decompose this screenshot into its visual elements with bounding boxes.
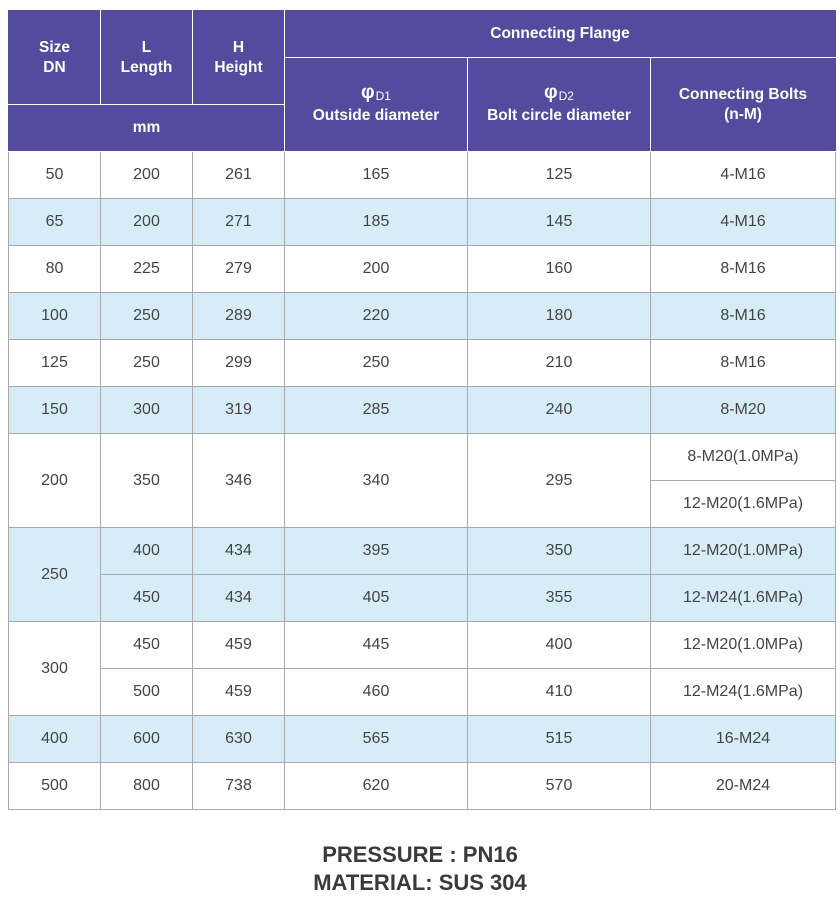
cell-d2: 125 (468, 152, 651, 199)
cell-d1: 340 (285, 434, 468, 528)
cell-height: 261 (193, 152, 285, 199)
cell-d2: 410 (468, 669, 651, 716)
cell-dn: 300 (9, 622, 101, 716)
cell-height: 738 (193, 763, 285, 810)
cell-length: 225 (101, 246, 193, 293)
cell-dn: 200 (9, 434, 101, 528)
cell-d1: 395 (285, 528, 468, 575)
cell-bolts: 8-M20(1.0MPa) (651, 434, 836, 481)
cell-height: 319 (193, 387, 285, 434)
header-height-letter: H (232, 38, 245, 56)
cell-dn: 400 (9, 716, 101, 763)
cell-dn: 250 (9, 528, 101, 622)
cell-bolts: 12-M20(1.6MPa) (651, 481, 836, 528)
table-row (9, 434, 836, 481)
cell-height: 346 (193, 434, 285, 528)
table-row (9, 387, 836, 434)
table-row (9, 246, 836, 293)
cell-dn: 65 (9, 199, 101, 246)
cell-d2: 350 (468, 528, 651, 575)
cell-length: 500 (101, 669, 193, 716)
phi-symbol-d1: φ (361, 82, 375, 103)
cell-bolts: 12-M24(1.6MPa) (651, 669, 836, 716)
cell-length: 800 (101, 763, 193, 810)
cell-height: 289 (193, 293, 285, 340)
table-row (9, 575, 836, 622)
cell-bolts: 8-M16 (651, 293, 836, 340)
table-row (9, 528, 836, 575)
cell-d1: 200 (285, 246, 468, 293)
cell-d1: 445 (285, 622, 468, 669)
cell-dn: 125 (9, 340, 101, 387)
d2-subscript: D2 (558, 89, 574, 103)
cell-bolts: 12-M20(1.0MPa) (651, 622, 836, 669)
cell-length: 600 (101, 716, 193, 763)
cell-d1: 165 (285, 152, 468, 199)
cell-length: 250 (101, 293, 193, 340)
cell-d1: 620 (285, 763, 468, 810)
cell-d1: 185 (285, 199, 468, 246)
cell-bolts: 20-M24 (651, 763, 836, 810)
header-length-letter: L (141, 38, 152, 56)
cell-height: 459 (193, 669, 285, 716)
header-height (193, 11, 285, 105)
cell-height: 271 (193, 199, 285, 246)
cell-d2: 145 (468, 199, 651, 246)
cell-height: 630 (193, 716, 285, 763)
cell-d2: 240 (468, 387, 651, 434)
cell-d1: 220 (285, 293, 468, 340)
cell-d2: 570 (468, 763, 651, 810)
header-length (101, 11, 193, 105)
cell-length: 250 (101, 340, 193, 387)
cell-length: 450 (101, 622, 193, 669)
table-row (9, 716, 836, 763)
cell-d2: 400 (468, 622, 651, 669)
table-row (9, 669, 836, 716)
cell-height: 279 (193, 246, 285, 293)
header-connecting-bolts (651, 58, 836, 152)
header-size-dn (9, 11, 101, 105)
cell-bolts: 16-M24 (651, 716, 836, 763)
cell-bolts: 8-M16 (651, 246, 836, 293)
cell-d2: 355 (468, 575, 651, 622)
table-row (9, 199, 836, 246)
cell-bolts: 4-M16 (651, 199, 836, 246)
cell-d2: 180 (468, 293, 651, 340)
cell-dn: 150 (9, 387, 101, 434)
cell-d1: 250 (285, 340, 468, 387)
header-unit-mm: mm (9, 105, 285, 152)
header-length-label: Length (120, 58, 173, 76)
header-d1-label: Outside diameter (312, 107, 440, 124)
pressure-rating: PRESSURE : PN16 (322, 842, 518, 867)
cell-dn: 500 (9, 763, 101, 810)
cell-height: 434 (193, 528, 285, 575)
header-connecting-flange: Connecting Flange (285, 11, 836, 58)
header-dn-label: DN (43, 58, 66, 76)
spec-table (8, 10, 836, 810)
cell-bolts: 8-M16 (651, 340, 836, 387)
table-row (9, 340, 836, 387)
cell-bolts: 4-M16 (651, 152, 836, 199)
cell-dn: 50 (9, 152, 101, 199)
cell-height: 299 (193, 340, 285, 387)
table-row (9, 763, 836, 810)
phi-symbol-d2: φ (544, 82, 558, 103)
cell-d1: 565 (285, 716, 468, 763)
cell-height: 459 (193, 622, 285, 669)
table-row (9, 293, 836, 340)
cell-d2: 210 (468, 340, 651, 387)
d1-subscript: D1 (375, 89, 391, 103)
cell-bolts: 8-M20 (651, 387, 836, 434)
cell-bolts: 12-M24(1.6MPa) (651, 575, 836, 622)
cell-length: 200 (101, 199, 193, 246)
cell-d2: 295 (468, 434, 651, 528)
table-body (9, 152, 836, 810)
cell-dn: 100 (9, 293, 101, 340)
table-row (9, 152, 836, 199)
cell-length: 300 (101, 387, 193, 434)
table-row (9, 622, 836, 669)
cell-d1: 405 (285, 575, 468, 622)
cell-dn: 80 (9, 246, 101, 293)
header-bolts-unit: (n-M) (724, 105, 762, 123)
header-height-label: Height (214, 58, 263, 76)
cell-length: 450 (101, 575, 193, 622)
material-spec: MATERIAL: SUS 304 (313, 870, 527, 895)
cell-length: 200 (101, 152, 193, 199)
table-header (9, 11, 836, 152)
cell-d2: 160 (468, 246, 651, 293)
cell-d1: 460 (285, 669, 468, 716)
cell-length: 350 (101, 434, 193, 528)
cell-d1: 285 (285, 387, 468, 434)
cell-d2: 515 (468, 716, 651, 763)
cell-height: 434 (193, 575, 285, 622)
cell-length: 400 (101, 528, 193, 575)
header-size-label: Size (38, 38, 70, 56)
header-d2-label: Bolt circle diameter (487, 107, 631, 124)
header-bolt-circle-diameter (468, 58, 651, 152)
header-bolts-label: Connecting Bolts (678, 85, 808, 103)
header-outside-diameter (285, 58, 468, 152)
cell-bolts: 12-M20(1.0MPa) (651, 528, 836, 575)
